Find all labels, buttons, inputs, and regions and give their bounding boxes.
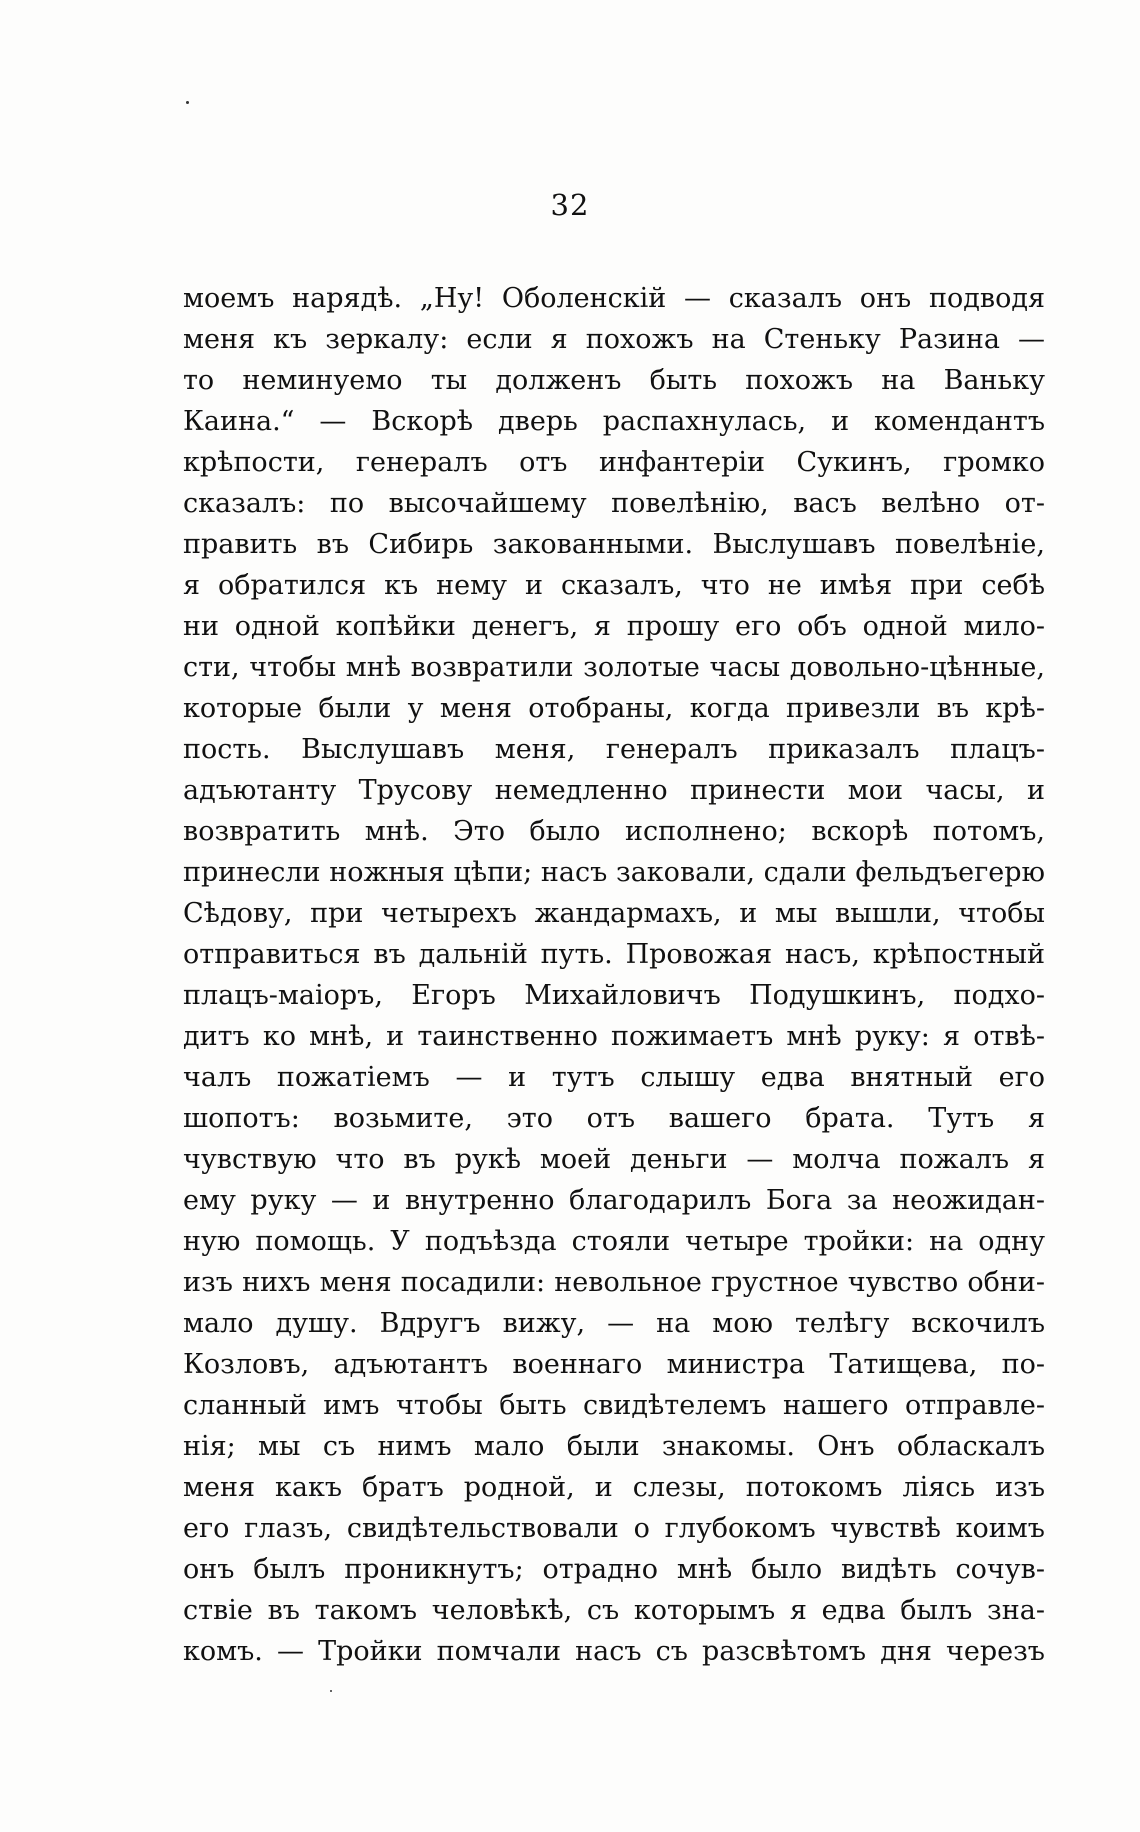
text-line: возвратить мнѣ. Это было исполнено; вскорѣ потомъ, <box>183 816 1045 847</box>
text-line: Козловъ, адъютантъ военнаго министра Татищева, по- <box>183 1349 1045 1380</box>
text-line: плацъ-маіоръ, Егоръ Михайловичъ Подушкинъ, подхо- <box>183 980 1045 1011</box>
text-line: чувствую что въ рукѣ моей деньги — молча пожалъ я <box>183 1144 1045 1175</box>
text-line: моемъ нарядѣ. „Ну! Оболенскій — сказалъ онъ подводя <box>183 283 1045 314</box>
print-speck <box>330 1690 332 1692</box>
text-line: изъ нихъ меня посадили: невольное грустное чувство обни- <box>183 1267 1045 1298</box>
print-speck <box>186 101 189 104</box>
text-line: комъ. — Тройки помчали насъ съ разсвѣтомъ дня черезъ <box>183 1636 1045 1667</box>
text-line: меня къ зеркалу: если я похожъ на Стеньку Разина — <box>183 324 1045 355</box>
text-line: сланный имъ чтобы быть свидѣтелемъ нашего отправле- <box>183 1390 1045 1421</box>
text-line: ни одной копѣйки денегъ, я прошу его объ одной мило- <box>183 611 1045 642</box>
body-text <box>183 278 1045 1672</box>
text-line: ную помощь. У подъѣзда стояли четыре тройки: на одну <box>183 1226 1045 1257</box>
text-line: его глазъ, свидѣтельствовали о глубокомъ чувствѣ коимъ <box>183 1513 1045 1544</box>
text-line: нія; мы съ нимъ мало были знакомы. Онъ обласкалъ <box>183 1431 1045 1462</box>
text-line: чалъ пожатіемъ — и тутъ слышу едва внятный его <box>183 1062 1045 1093</box>
text-line: меня какъ братъ родной, и слезы, потокомъ ліясь изъ <box>183 1472 1045 1503</box>
text-line: пость. Выслушавъ меня, генералъ приказалъ плацъ- <box>183 734 1045 765</box>
text-line: править въ Сибирь закованными. Выслушавъ повелѣніе, <box>183 529 1045 560</box>
text-line: то неминуемо ты долженъ быть похожъ на Ваньку <box>183 365 1045 396</box>
text-line: адъютанту Трусову немедленно принести мои часы, и <box>183 775 1045 806</box>
text-line: дитъ ко мнѣ, и таинственно пожимаетъ мнѣ руку: я отвѣ- <box>183 1021 1045 1052</box>
text-line: крѣпости, генералъ отъ инфантеріи Сукинъ, громко <box>183 447 1045 478</box>
text-line: ему руку — и внутренно благодарилъ Бога за неожидан- <box>183 1185 1045 1216</box>
page-number: 32 <box>550 188 590 222</box>
text-line: сти, чтобы мнѣ возвратили золотые часы довольно-цѣнные, <box>183 652 1045 683</box>
text-line: онъ былъ проникнутъ; отрадно мнѣ было видѣть сочув- <box>183 1554 1045 1585</box>
text-line: ствіе въ такомъ человѣкѣ, съ которымъ я едва былъ зна- <box>183 1595 1045 1626</box>
text-line: Сѣдову, при четырехъ жандармахъ, и мы вышли, чтобы <box>183 898 1045 929</box>
text-line: которые были у меня отобраны, когда привезли въ крѣ- <box>183 693 1045 724</box>
text-line: сказалъ: по высочайшему повелѣнію, васъ велѣно от- <box>183 488 1045 519</box>
text-line: принесли ножныя цѣпи; насъ заковали, сдали фельдъегерю <box>183 857 1045 888</box>
text-line: отправиться въ дальній путь. Провожая насъ, крѣпостный <box>183 939 1045 970</box>
text-line: я обратился къ нему и сказалъ, что не имѣя при себѣ <box>183 570 1045 601</box>
text-line: мало душу. Вдругъ вижу, — на мою телѣгу вскочилъ <box>183 1308 1045 1339</box>
text-line: Каина.“ — Вскорѣ дверь распахнулась, и комендантъ <box>183 406 1045 437</box>
text-line: шопотъ: возьмите, это отъ вашего брата. Тутъ я <box>183 1103 1045 1134</box>
